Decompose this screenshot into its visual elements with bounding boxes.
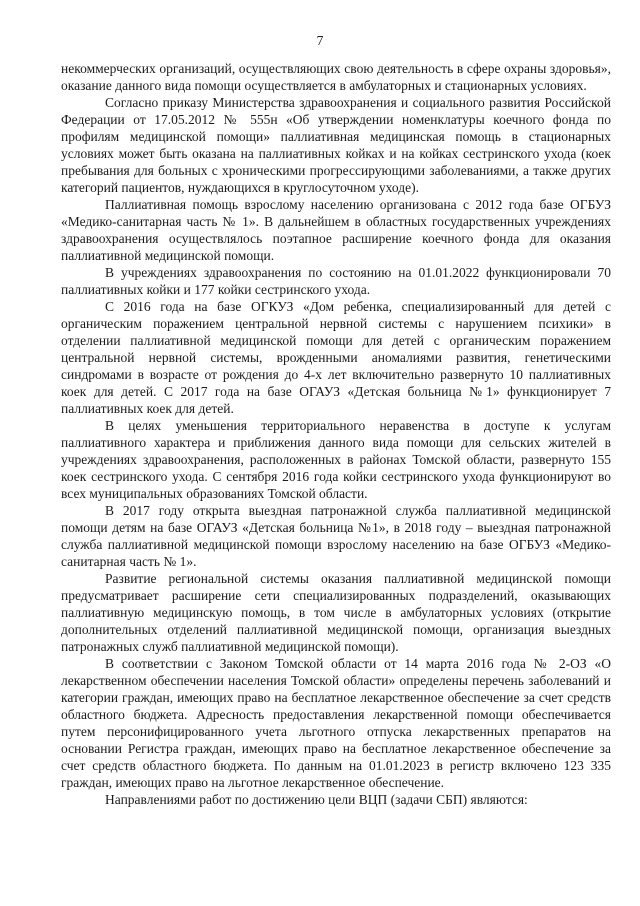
paragraph-drug-provision: В соответствии с Законом Томской области от 14 марта 2016 года № 2-ОЗ «О лекарственном обеспечении населения Томской области» определены перечень заболеваний и категории граждан, имеющих право на бесплатное лекарственное обеспечение за счет средств областного бюджета. Адресность предоставления лекарственной помощи обеспечивается путем персонифицированного учета льготного отпуска лекарственных препаратов на основании Регистра граждан, имеющих право на бесплатное лекарственное обеспечение за счет средств областного бюджета. По данным на 01.01.2023 в регистр включено 123 335 граждан, имеющих право на льготное лекарственное обеспечение. <box>61 656 611 790</box>
paragraph-mobile-service: В 2017 году открыта выездная патронажной служба паллиативной медицинской помощи детям на базе ОГАУЗ «Детская больница №1», в 2018 году – выездная патронажной служба паллиативной медицинской помощи взрослому населению на базе ОГБУЗ «Медико-санитарная часть № 1». <box>61 503 611 569</box>
paragraph-order-555n: Согласно приказу Министерства здравоохранения и социального развития Российской Федерации от 17.05.2012 № 555н «Об утверждении номенклатуры коечного фонда по профилям медицинской помощи» паллиативная медицинская помощь в стационарных условиях может быть оказана на паллиативных койках и на койках сестринского ухода (коек пребывания для больных с хроническими прогрессирующими заболеваниями, а также других категорий пациентов, нуждающихся в круглосуточном уходе). <box>61 95 611 195</box>
paragraph-adult-palliative: Паллиативная помощь взрослому населению организована с 2012 года базе ОГБУЗ «Медико-санитарная часть № 1». В дальнейшем в областных государственных учреждениях здравоохранения осуществлялось поэтапное расширение коечного фонда для оказания паллиативной медицинской помощи. <box>61 197 611 263</box>
page-number: 7 <box>316 33 324 48</box>
paragraph-territorial-inequality: В целях уменьшения территориального неравенства в доступе к услугам паллиативного характера и приближения данного вида помощи для сельских жителей в учреждениях здравоохранения, расположенных в районах Томской области, развернуто 155 коек сестринского ухода. С сентября 2016 года койки сестринского ухода функционируют во всех муниципальных образованиях Томской области. <box>61 418 611 501</box>
paragraph-beds-count: В учреждениях здравоохранения по состоянию на 01.01.2022 функционировали 70 паллиативных койки и 177 койки сестринского ухода. <box>61 265 611 297</box>
document-body <box>61 60 611 808</box>
paragraph-continuation: некоммерческих организаций, осуществляющих свою деятельность в сфере охраны здоровья», оказание данного вида помощи осуществляется в амбулаторных и стационарных условиях. <box>61 61 611 93</box>
paragraph-directions: Направлениями работ по достижению цели ВЦП (задачи СБП) являются: <box>105 792 528 807</box>
paragraph-children-beds: С 2016 года на базе ОГКУЗ «Дом ребенка, специализированный для детей с органическим поражением центральной нервной системы с нарушением психики» в отделении паллиативной медицинской помощи для детей с органическим поражением центральной нервной системы, врожденными аномалиями развития, генетическими синдромами в возрасте от рождения до 4-х лет включительно развернуто 10 паллиативных коек для детей. С 2017 года на базе ОГАУЗ «Детская больница №1» функционирует 7 паллиативных коек для детей. <box>61 299 611 416</box>
paragraph-regional-development: Развитие региональной системы оказания паллиативной медицинской помощи предусматривает расширение сети специализированных подразделений, оказывающих паллиативную медицинскую помощь, в том числе в амбулаторных условиях (открытие дополнительных отделений паллиативной медицинской помощи, организация выездных патронажных служб паллиативной медицинской помощи). <box>61 571 611 654</box>
